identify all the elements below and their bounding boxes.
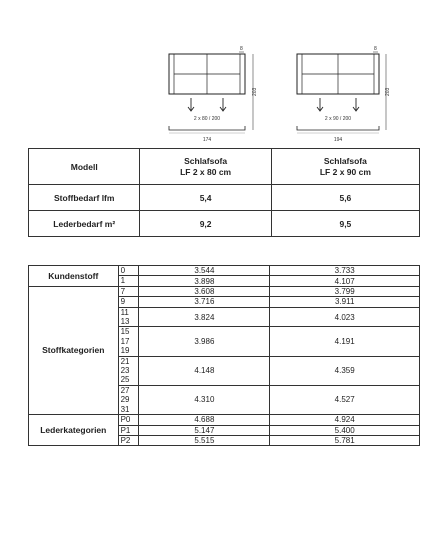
model-column-80 <box>140 149 271 185</box>
price-80: 5.147 <box>139 425 270 435</box>
model-header: Modell <box>29 149 140 185</box>
depth-label: 203 <box>385 87 391 96</box>
height-label: 8 <box>240 46 243 52</box>
price-80: 3.986 <box>139 327 270 356</box>
cell-value: 9,5 <box>271 211 419 237</box>
price-table <box>28 265 420 446</box>
arrow-down-icon <box>188 98 226 111</box>
code-value: 31 <box>120 404 130 414</box>
price-90: 4.107 <box>270 276 420 286</box>
price-80: 3.824 <box>139 307 270 327</box>
model-name: Schlafsofa <box>184 155 228 166</box>
category-code <box>118 286 139 296</box>
code-value: 17 <box>120 336 130 346</box>
code-value: 1 <box>120 276 126 286</box>
code-value: 27 <box>120 385 130 395</box>
price-90: 5.781 <box>270 435 420 445</box>
model-requirements-table <box>28 148 420 237</box>
category-code <box>118 276 139 286</box>
price-80: 3.608 <box>139 286 270 296</box>
height-label: 8 <box>374 46 377 52</box>
cell-value: 5,6 <box>271 185 419 211</box>
category-code <box>118 356 139 385</box>
code-value: P1 <box>120 425 131 435</box>
category-code <box>118 297 139 307</box>
price-90: 4.191 <box>270 327 420 356</box>
row-label: Stoffbedarf lfm <box>29 185 140 211</box>
table-row <box>29 266 420 276</box>
model-column-90 <box>271 149 419 185</box>
price-90: 3.733 <box>270 266 420 276</box>
price-80: 3.544 <box>139 266 270 276</box>
width-label: 194 <box>333 137 343 143</box>
price-90: 3.799 <box>270 286 420 296</box>
price-90: 3.911 <box>270 297 420 307</box>
table-header-row <box>29 149 420 185</box>
table-row <box>29 211 420 237</box>
category-label: Kundenstoff <box>29 266 119 287</box>
model-size: LF 2 x 80 cm <box>180 166 232 177</box>
category-code <box>118 385 139 414</box>
price-80: 4.148 <box>139 356 270 385</box>
code-value: 0 <box>120 266 126 275</box>
model-size: LF 2 x 90 cm <box>319 166 371 177</box>
model-name: Schlafsofa <box>323 155 367 166</box>
code-value: 19 <box>120 346 130 356</box>
price-80: 5.515 <box>139 435 270 445</box>
code-value: P0 <box>120 415 131 425</box>
code-value: 29 <box>120 395 130 405</box>
price-90: 4.527 <box>270 385 420 414</box>
code-value: P2 <box>120 435 131 445</box>
code-value: 15 <box>120 327 130 337</box>
width-label: 174 <box>202 137 212 143</box>
category-code <box>118 415 139 425</box>
row-label: Lederbedarf m² <box>29 211 140 237</box>
sofa-drawing-80 <box>161 38 271 148</box>
code-value: 21 <box>120 356 130 366</box>
price-90: 4.023 <box>270 307 420 327</box>
price-80: 4.688 <box>139 415 270 425</box>
category-code <box>118 425 139 435</box>
price-80: 4.310 <box>139 385 270 414</box>
category-label: Stoffkategorien <box>29 286 119 414</box>
category-code <box>118 327 139 356</box>
price-80: 3.898 <box>139 276 270 286</box>
category-code <box>118 307 139 327</box>
price-80: 3.716 <box>139 297 270 307</box>
price-90: 5.400 <box>270 425 420 435</box>
code-value: 23 <box>120 366 130 376</box>
price-90: 4.359 <box>270 356 420 385</box>
code-value: 11 <box>120 307 129 317</box>
cell-value: 5,4 <box>140 185 271 211</box>
bed-dims-label: 2 x 80 / 200 <box>193 116 221 122</box>
price-90: 4.924 <box>270 415 420 425</box>
code-value: 7 <box>120 286 126 296</box>
code-value: 25 <box>120 375 130 385</box>
category-code <box>118 266 139 276</box>
table-row <box>29 286 420 296</box>
sofa-drawing-90 <box>293 38 403 148</box>
category-label: Lederkategorien <box>29 415 119 446</box>
table-row <box>29 185 420 211</box>
table-row <box>29 415 420 425</box>
category-code <box>118 435 139 445</box>
code-value: 9 <box>120 297 126 307</box>
cell-value: 9,2 <box>140 211 271 237</box>
code-value: 13 <box>120 317 130 327</box>
depth-label: 203 <box>252 87 258 96</box>
bed-dims-label: 2 x 90 / 200 <box>324 116 352 122</box>
arrow-down-icon <box>317 98 359 111</box>
